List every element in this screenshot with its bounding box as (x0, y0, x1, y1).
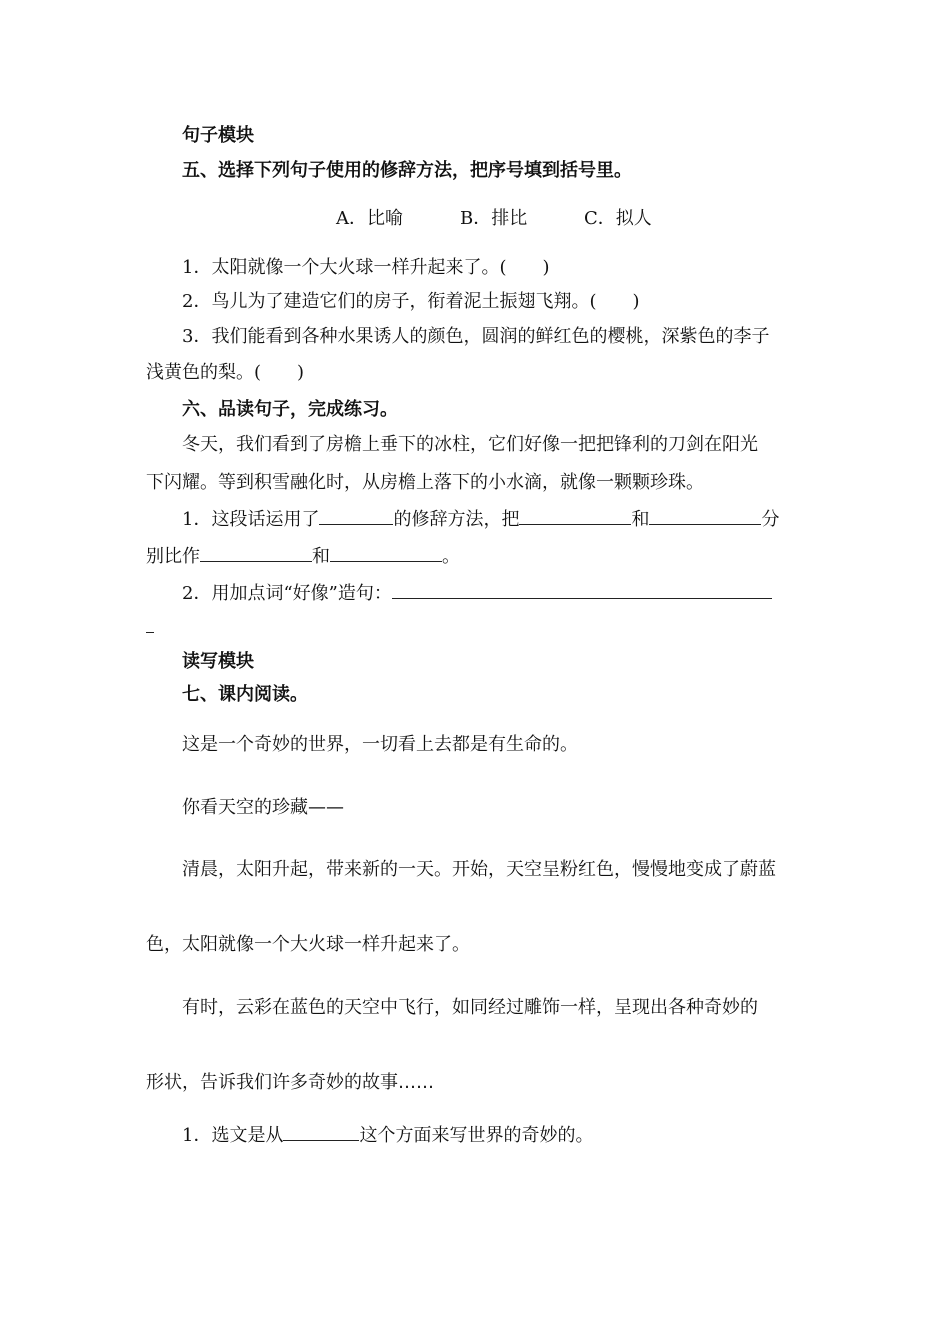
q5-title: 五、选择下列句子使用的修辞方法，把序号填到括号里。 (182, 160, 632, 181)
section-heading-sentence: 句子模块 (182, 125, 254, 146)
q6-title: 六、品读句子，完成练习。 (182, 399, 398, 420)
q6-passage-line-2: 下闪耀。等到积雪融化时，从房檐上落下的小水滴，就像一颗颗珍珠。 (146, 472, 704, 493)
reading-paragraph-3-line-1: 清晨，太阳升起，带来新的一天。开始，天空呈粉红色，慢慢地变成了蔚蓝 (182, 859, 776, 880)
answer-blank[interactable] (519, 506, 631, 525)
reading-paragraph-3-line-2: 色，太阳就像一个大火球一样升起来了。 (146, 934, 470, 955)
answer-blank[interactable] (319, 506, 393, 525)
q5-item-3-cont: 浅黄色的梨。( ) (146, 362, 305, 383)
reading-paragraph-4-line-2: 形状，告诉我们许多奇妙的故事…… (146, 1072, 434, 1093)
q6-question-1-cont (146, 543, 460, 569)
q7-q1-text-b: 这个方面来写世界的奇妙的。 (359, 1125, 594, 1146)
q6-q1-text-a: 1．这段话运用了 (182, 509, 320, 530)
q5-item-3: 3．我们能看到各种水果诱人的颜色，圆润的鲜红色的樱桃，深紫色的李子 (182, 326, 770, 347)
q6-q1-l2-text-c: 。 (442, 546, 460, 567)
reading-paragraph-4-line-1: 有时，云彩在蓝色的天空中飞行，如同经过雕饰一样，呈现出各种奇妙的 (182, 997, 758, 1018)
q6-q1-text-b: 的修辞方法，把 (393, 509, 520, 530)
q5-item-1: 1．太阳就像一个大火球一样升起来了。( ) (182, 257, 550, 278)
section-heading-reading: 读写模块 (182, 651, 254, 672)
option-b: B．排比 (460, 208, 528, 229)
q6-q1-l2-text-b: 和 (312, 546, 330, 567)
answer-blank[interactable] (392, 580, 772, 599)
q6-q1-text-c: 和 (631, 509, 650, 530)
reading-paragraph-1: 这是一个奇妙的世界，一切看上去都是有生命的。 (182, 734, 578, 755)
answer-blank-tail[interactable] (146, 632, 154, 633)
q7-title: 七、课内阅读。 (182, 684, 308, 705)
option-a: A．比喻 (336, 208, 403, 229)
q6-q1-text-d: 分 (761, 509, 780, 530)
q6-q1-l2-text-a: 别比作 (146, 546, 200, 567)
answer-blank[interactable] (283, 1122, 359, 1141)
answer-blank[interactable] (330, 543, 442, 562)
q6-passage-line-1: 冬天，我们看到了房檐上垂下的冰柱，它们好像一把把锋利的刀剑在阳光 (182, 434, 758, 455)
q5-item-2: 2．鸟儿为了建造它们的房子，衔着泥土振翅飞翔。( ) (182, 291, 640, 312)
answer-blank[interactable] (649, 506, 761, 525)
q7-q1-text-a: 1．选文是从 (182, 1125, 284, 1146)
q7-question-1 (182, 1122, 593, 1148)
q6-q2-text: 2．用加点词“好像”造句： (182, 583, 392, 604)
q6-question-2 (182, 580, 772, 606)
reading-paragraph-2: 你看天空的珍藏—— (182, 797, 344, 818)
answer-blank[interactable] (200, 543, 312, 562)
q6-question-1 (182, 506, 779, 532)
option-c: C．拟人 (584, 208, 652, 229)
